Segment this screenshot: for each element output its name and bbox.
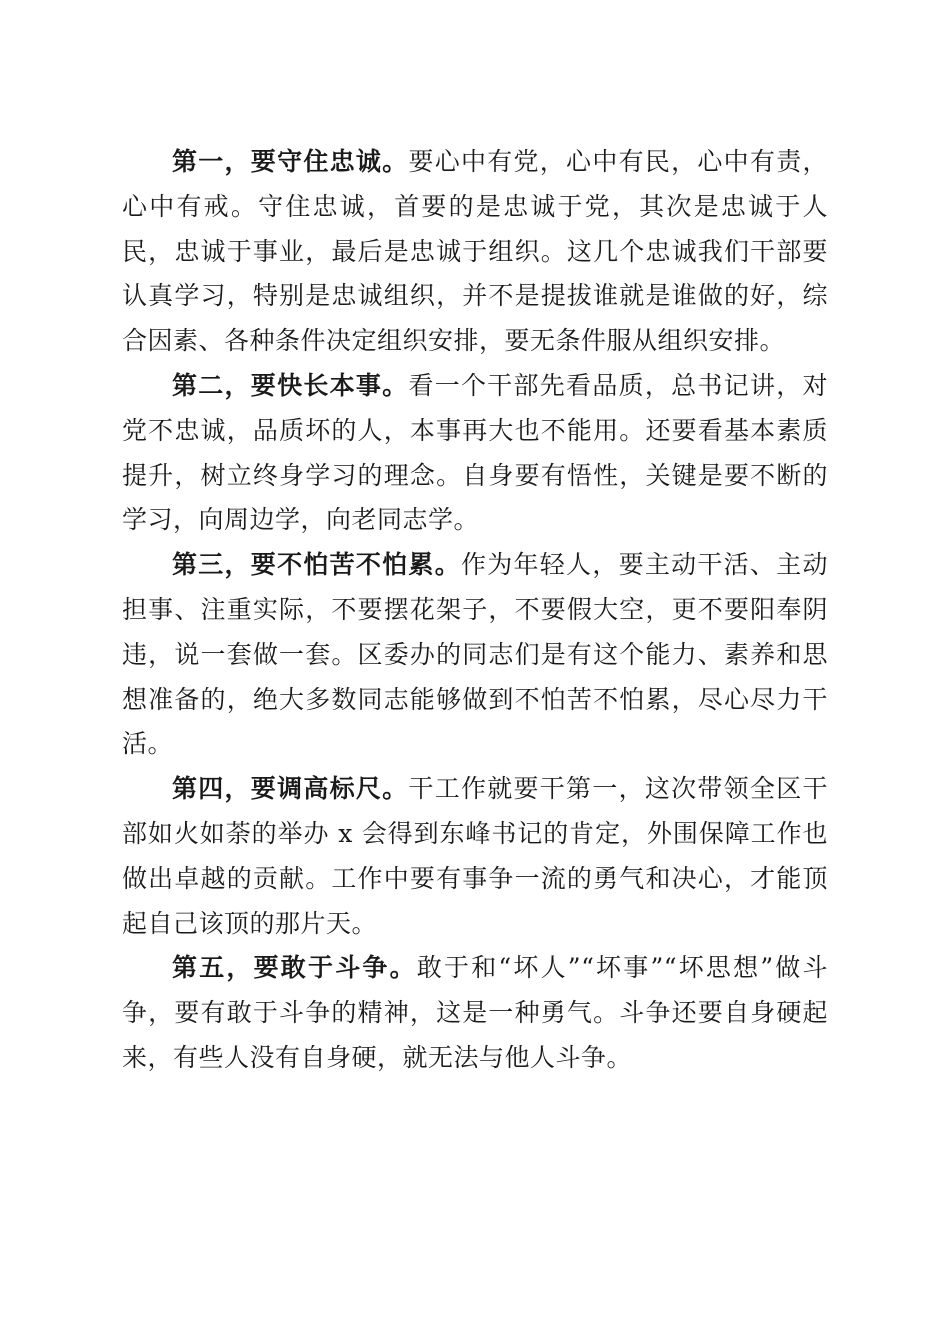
paragraph-2-heading: 第二，要快长本事。 bbox=[172, 370, 409, 400]
paragraph-3-body: 作为年轻人，要主动干活、主动担事、注重实际，不要摆花架子，不要假大空，更不要阳奉阴违，说一套做一套。区委办的同志们是有这个能力、素养和思想准备的，绝大多数同志能够做到不怕苦不怕累，尽心尽力干活。 bbox=[122, 550, 828, 759]
paragraph-4-body: 干工作就要干第一，这次带领全区干部如火如荼的举办 x 会得到东峰书记的肯定，外围保障工作也做出卓越的贡献。工作中要有事争一流的勇气和决心，才能顶起自己该顶的那片天。 bbox=[122, 774, 828, 938]
paragraph-5 bbox=[122, 946, 828, 1080]
paragraph-5-heading: 第五，要敢于斗争。 bbox=[172, 953, 417, 983]
paragraph-2-body: 看一个干部先看品质，总书记讲，对党不忠诚，品质坏的人，本事再大也不能用。还要看基本素质提升，树立终身学习的理念。自身要有悟性，关键是要不断的学习，向周边学，向老同志学。 bbox=[122, 370, 828, 535]
paragraph-3 bbox=[122, 543, 828, 767]
paragraph-4 bbox=[122, 767, 828, 946]
paragraph-5-body: 敢于和“坏人”“坏事”“坏思想”做斗争，要有敢于斗争的精神，这是一种勇气。斗争还要自身硬起来，有些人没有自身硬，就无法与他人斗争。 bbox=[122, 953, 828, 1072]
paragraph-2 bbox=[122, 364, 828, 543]
document-body bbox=[122, 140, 828, 1081]
paragraph-1-body: 要心中有党，心中有民，心中有责，心中有戒。守住忠诚，首要的是忠诚于党，其次是忠诚于人民，忠诚于事业，最后是忠诚于组织。这几个忠诚我们干部要认真学习，特别是忠诚组织，并不是提拔谁就是谁做的好，综合因素、各种条件决定组织安排，要无条件服从组织安排。 bbox=[122, 147, 828, 356]
paragraph-1-heading: 第一，要守住忠诚。 bbox=[172, 147, 409, 176]
paragraph-3-heading: 第三，要不怕苦不怕累。 bbox=[172, 550, 461, 580]
paragraph-1 bbox=[122, 140, 828, 364]
paragraph-4-heading: 第四，要调高标尺。 bbox=[172, 774, 409, 804]
